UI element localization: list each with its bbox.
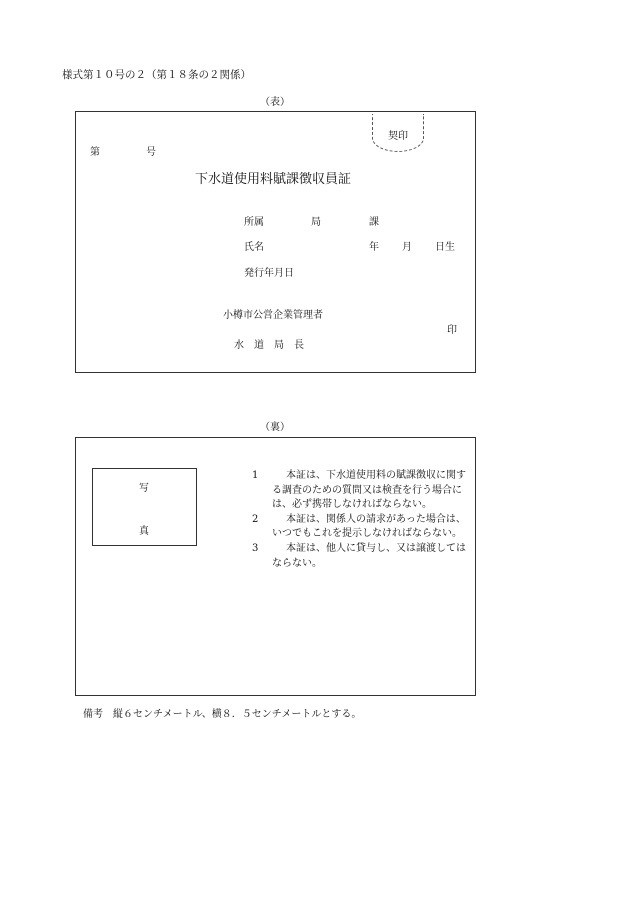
id-card-front — [75, 111, 476, 373]
back-side-label: （裏） — [260, 422, 290, 433]
note-number: 2 — [252, 513, 259, 525]
affiliation-label: 所属 — [244, 217, 264, 228]
number-suffix: 号 — [146, 147, 156, 158]
bureau-label: 局 — [311, 217, 321, 228]
form-label: 様式第１０号の２（第１８条の２関係） — [62, 69, 251, 81]
seal-label: 契印 — [388, 131, 408, 142]
note-text: 本証は、関係人の請求があった場合は、いつでもこれを提示しなければならない。 — [272, 513, 466, 540]
name-label: 氏名 — [244, 242, 264, 253]
photo-char-1: 写 — [139, 483, 149, 494]
remark: 備考 縦６センチメートル、横８．５センチメートルとする。 — [83, 709, 362, 720]
note-item-2 — [252, 513, 474, 542]
front-side-label: （表） — [260, 97, 290, 108]
issue-date-label: 発行年月日 — [244, 268, 294, 279]
photo-char-2: 真 — [139, 526, 149, 537]
birthday-label: 日生 — [435, 242, 455, 253]
year-label: 年 — [369, 242, 379, 253]
section-label: 課 — [369, 217, 379, 228]
director-title: 水 道 局 長 — [234, 340, 304, 351]
note-number: 1 — [252, 470, 259, 481]
note-item-3 — [252, 542, 474, 571]
card-title: 下水道使用料賦課徴収員証 — [195, 172, 352, 187]
issuer-name: 小樽市公営企業管理者 — [223, 310, 323, 321]
note-text: 本証は、他人に貸与し、又は譲渡してはならない。 — [272, 542, 466, 569]
seal-mark: 印 — [447, 325, 457, 336]
note-number: 3 — [252, 542, 259, 554]
note-item-1 — [252, 469, 474, 513]
card-notes — [252, 469, 474, 571]
number-prefix: 第 — [90, 147, 100, 158]
month-label: 月 — [402, 242, 412, 253]
note-text: 本証は、下水道使用料の賦課徴収に関する調査のための質問又は検査を行う場合には、必ず携帯しなければならない。 — [272, 470, 466, 511]
